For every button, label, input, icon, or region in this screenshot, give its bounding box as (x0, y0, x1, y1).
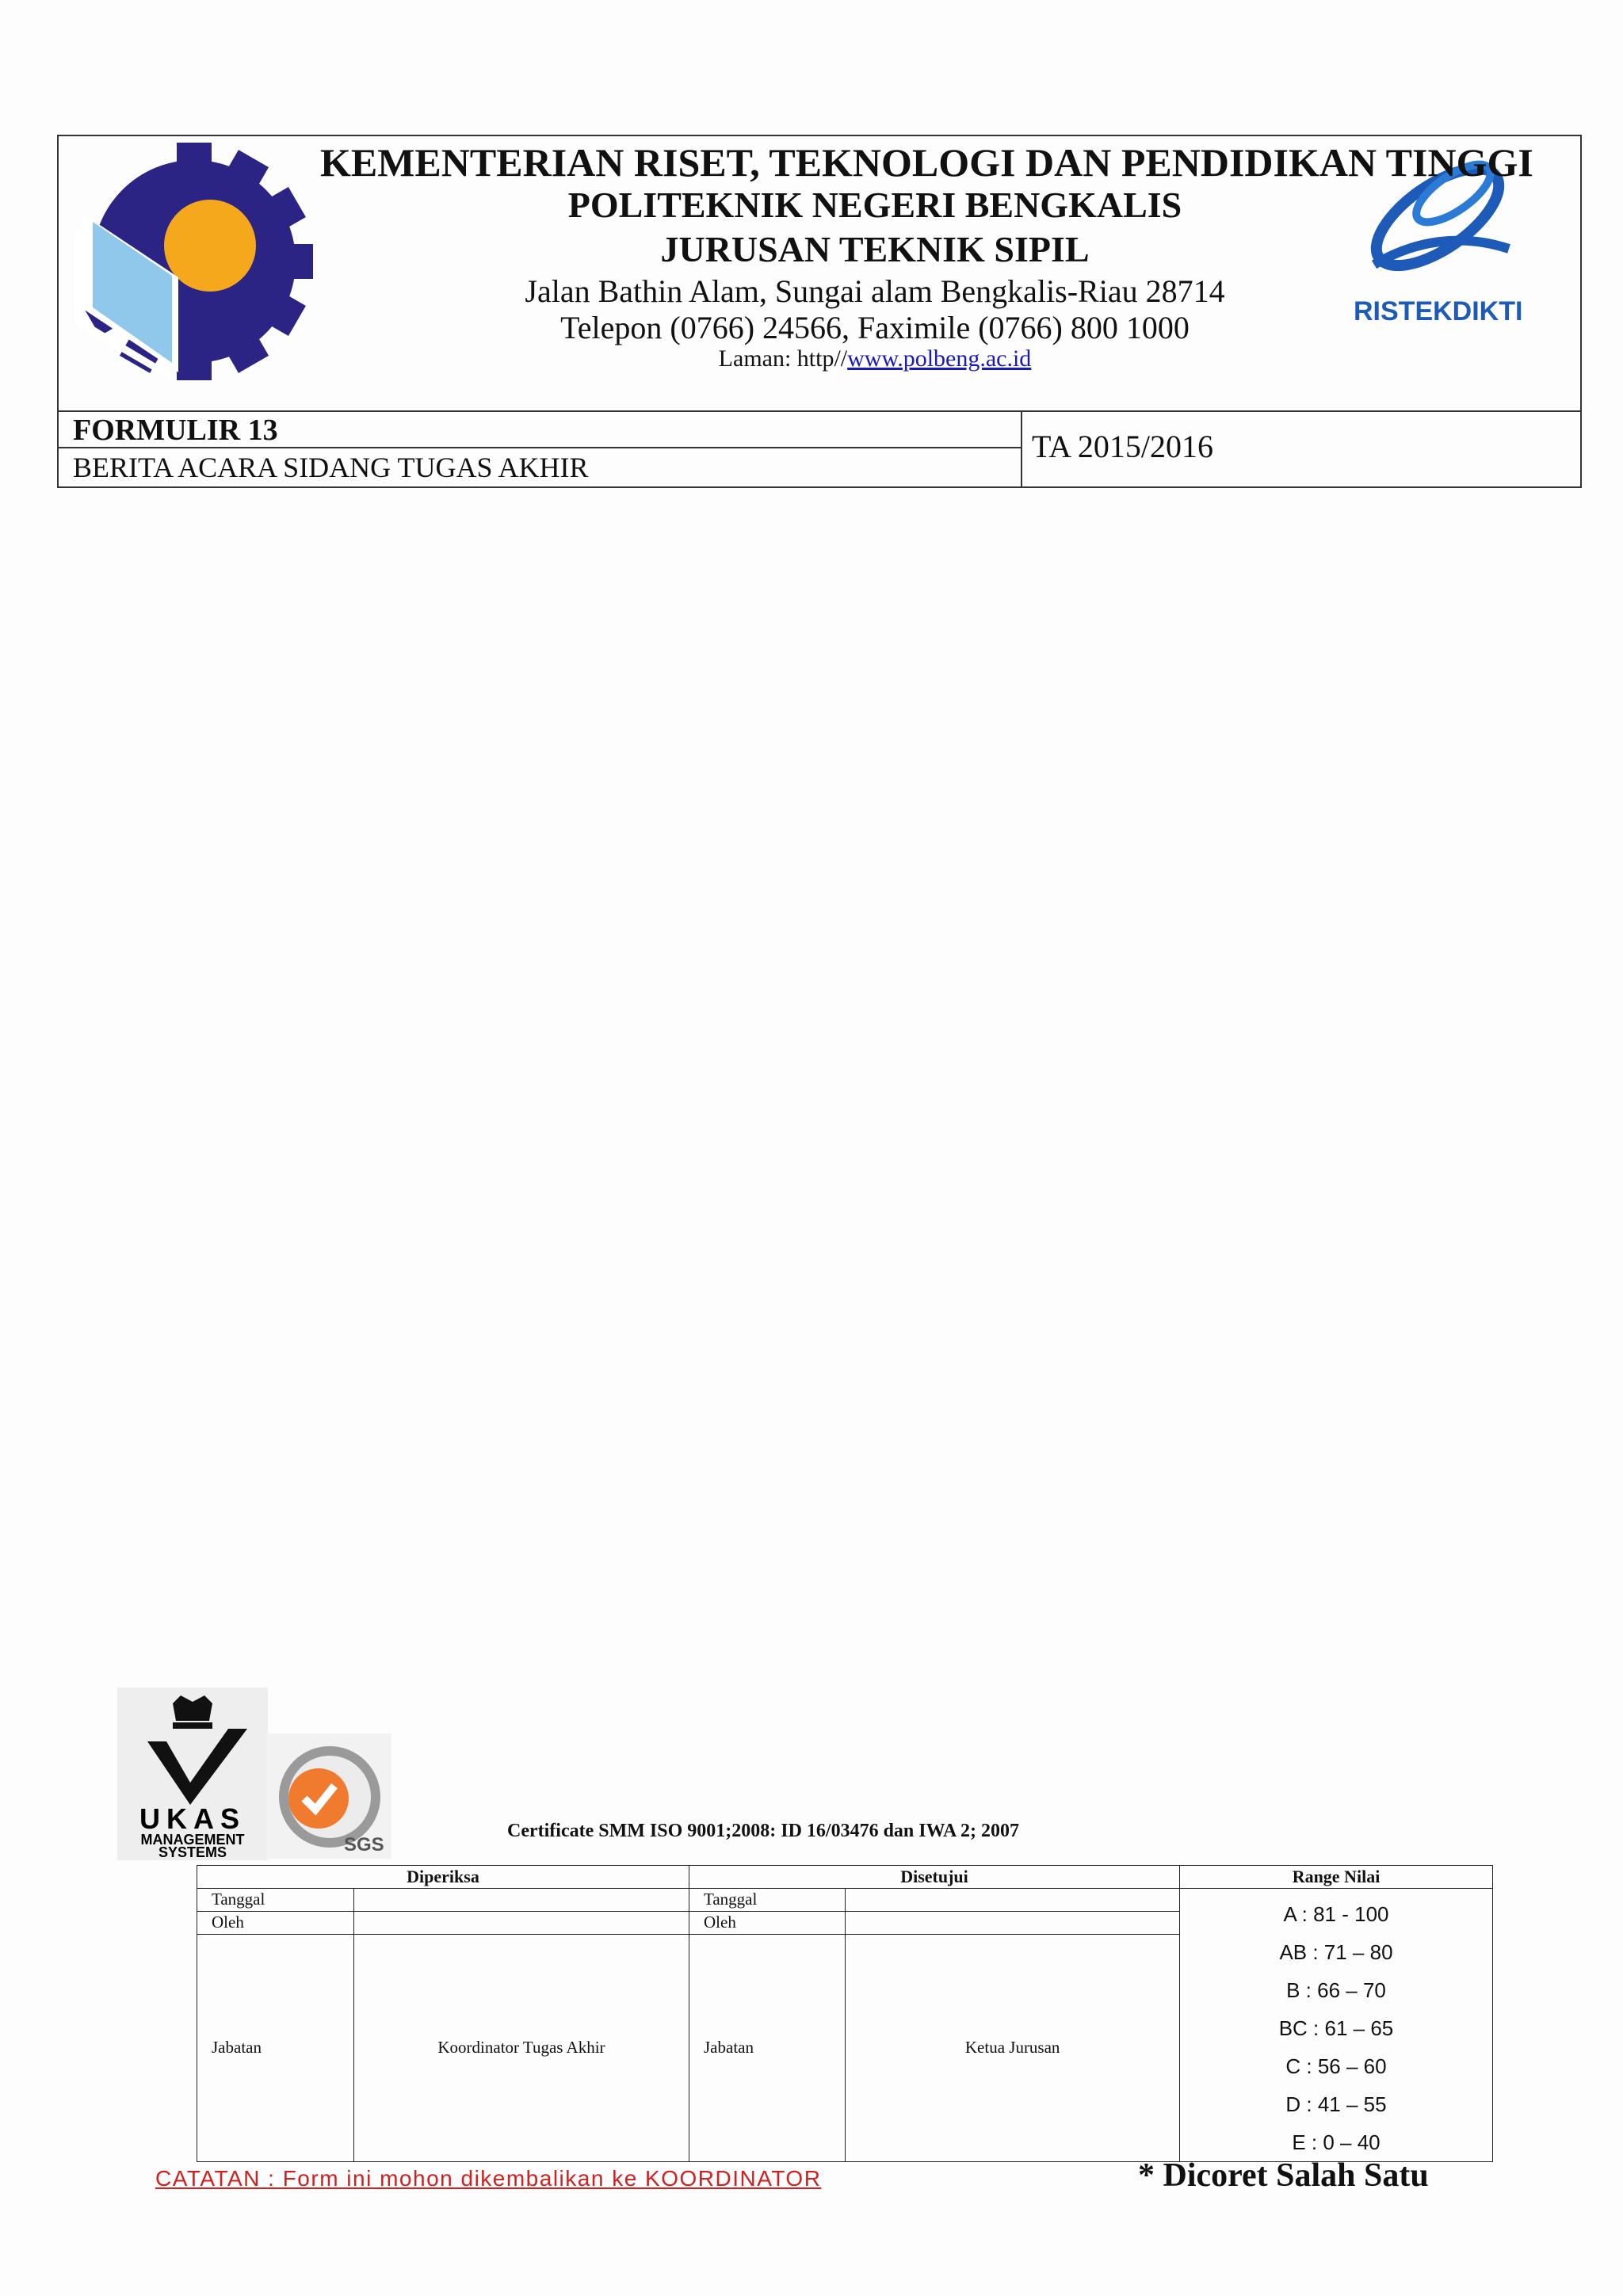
form-title-cell (59, 412, 1022, 486)
department-title: JURUSAN TEKNIK SIPIL (660, 229, 1090, 269)
website-line (439, 345, 1311, 372)
form-number: FORMULIR 13 (59, 412, 1021, 448)
certificate-text: Certificate SMM ISO 9001;2008: ID 16/03476 dan IWA 2; 2007 (507, 1821, 1019, 1841)
sgs-iso-icon (266, 1733, 391, 1859)
header-range: Range Nilai (1180, 1866, 1493, 1889)
grade-range-cell (1180, 1889, 1493, 2162)
website-prefix: Laman: http// (718, 345, 848, 372)
checked-by-label: Oleh (197, 1911, 354, 1934)
institution-title: POLITEKNIK NEGERI BENGKALIS (567, 185, 1182, 225)
checked-date-value[interactable] (353, 1889, 689, 1912)
ukas-sub2: SYSTEMS (158, 1844, 227, 1860)
approved-by-label: Oleh (689, 1911, 846, 1934)
website-link[interactable]: www.polbeng.ac.id (847, 345, 1032, 372)
form-info-box (57, 412, 1582, 488)
approved-by-value[interactable] (846, 1911, 1180, 1934)
grade-range-bc: BC : 61 – 65 (1278, 2016, 1394, 2040)
sgs-text: SGS (344, 1834, 384, 1855)
grade-range-c: C : 56 – 60 (1285, 2054, 1387, 2078)
grade-range-a: A : 81 - 100 (1283, 1902, 1389, 1926)
checked-date-label: Tanggal (197, 1889, 354, 1912)
header-checked: Diperiksa (197, 1866, 689, 1889)
ukas-sub1: MANAGEMENT (140, 1832, 245, 1848)
grade-range-ab: AB : 71 – 80 (1279, 1940, 1393, 1964)
strike-note: * Dicoret Salah Satu (1138, 2157, 1429, 2194)
grade-range-b: B : 66 – 70 (1286, 1978, 1386, 2002)
approved-date-value[interactable] (846, 1889, 1180, 1912)
header-approved: Disetujui (689, 1866, 1180, 1889)
letterhead (57, 135, 1582, 412)
ukas-crown-check-icon (117, 1688, 268, 1860)
phone-text: Telepon (0766) 24566, Faximile (0766) 800 1000 (560, 310, 1190, 345)
approved-date-label: Tanggal (689, 1889, 846, 1912)
academic-year: TA 2015/2016 (1032, 429, 1214, 464)
ristekdikti-logo-text: RISTEKDIKTI (1354, 296, 1523, 326)
approved-position-label: Jabatan (689, 1934, 846, 2161)
sgs-logo (266, 1733, 391, 1859)
ministry-title: KEMENTERIAN RISET, TEKNOLOGI DAN PENDIDIKAN TINGGI (320, 140, 1533, 185)
ukas-logo (117, 1688, 268, 1860)
checked-position-value: Koordinator Tugas Akhir (353, 1934, 689, 2161)
checked-by-value[interactable] (353, 1911, 689, 1934)
grade-range-e: E : 0 – 40 (1292, 2130, 1381, 2154)
grade-range-d: D : 41 – 55 (1285, 2092, 1387, 2116)
form-name: BERITA ACARA SIDANG TUGAS AKHIR (73, 452, 589, 483)
checked-position-label: Jabatan (197, 1934, 354, 2161)
approved-position-value: Ketua Jurusan (846, 1934, 1180, 2161)
ukas-text: UKAS (139, 1802, 246, 1835)
return-note: CATATAN : Form ini mohon dikembalikan ke KOORDINATOR (155, 2166, 822, 2191)
approval-table (197, 1865, 1493, 2162)
address-text: Jalan Bathin Alam, Sungai alam Bengkalis-Riau 28714 (525, 273, 1225, 309)
